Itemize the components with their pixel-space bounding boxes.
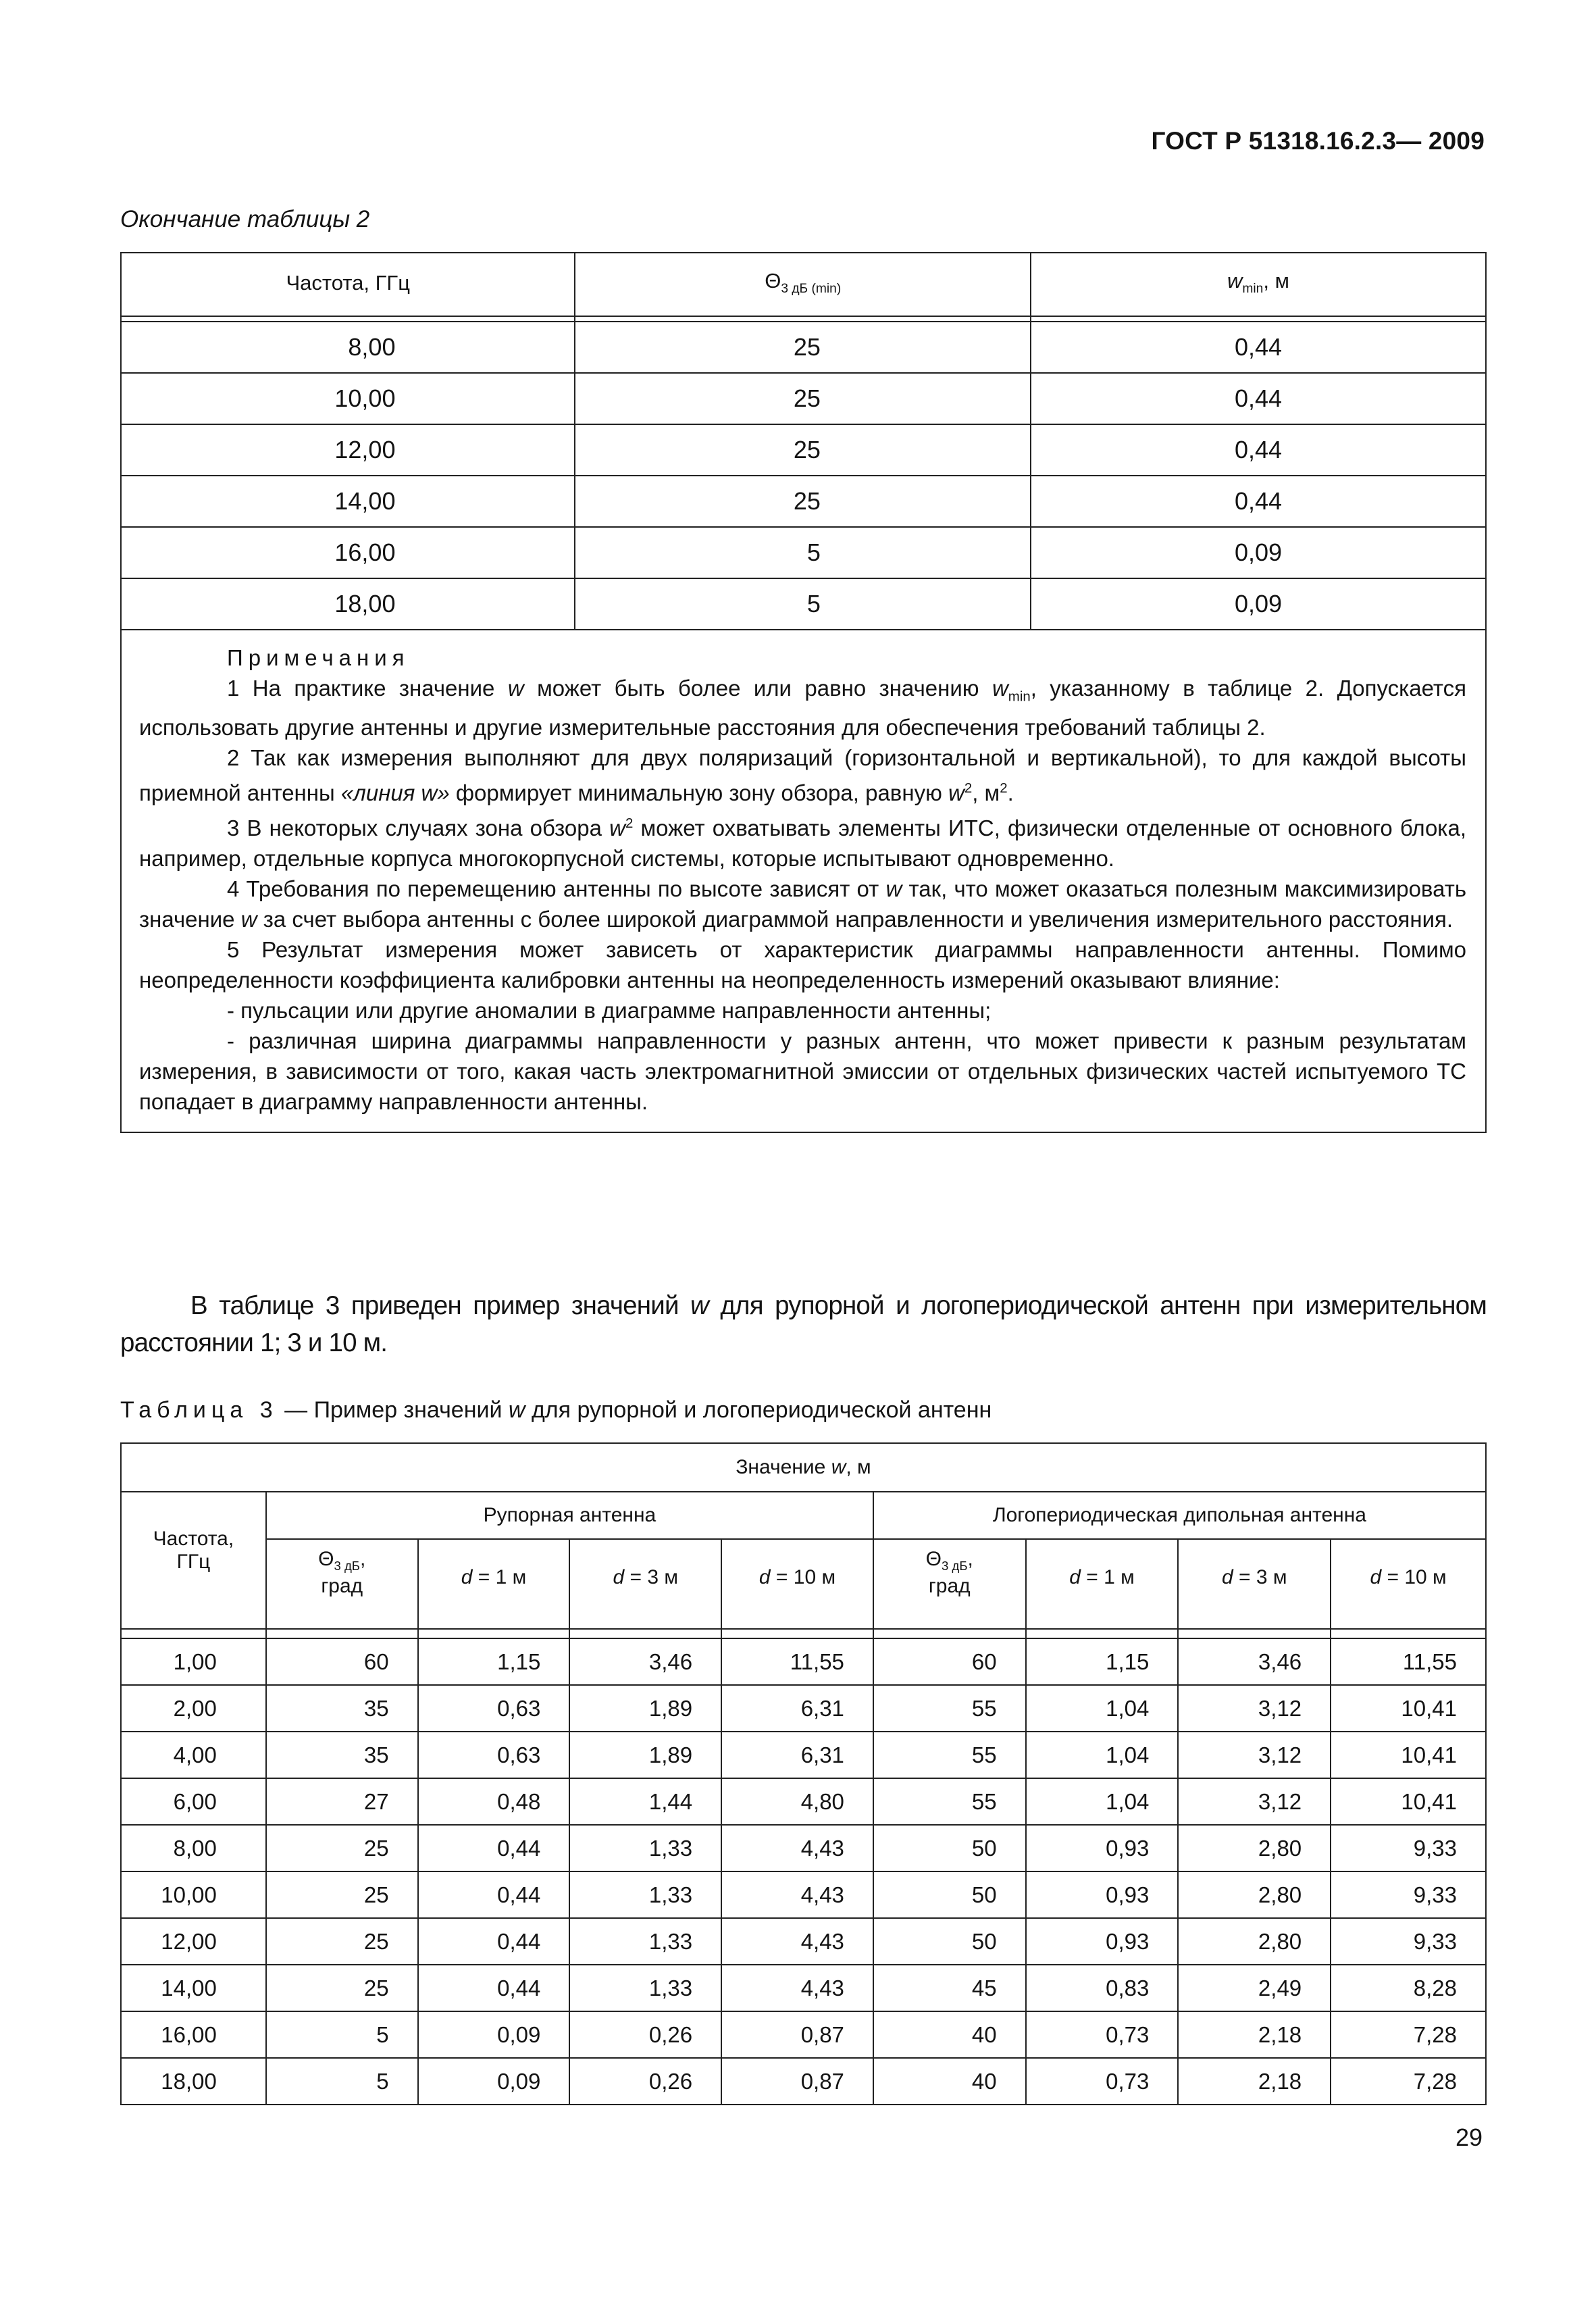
logper-d3-header: d = 3 м (1178, 1539, 1331, 1629)
table-cell: 9,33 (1331, 1871, 1486, 1918)
table-cell: 35 (266, 1685, 418, 1732)
table-cell: 0,09 (418, 2011, 570, 2058)
table-cell: 2,18 (1178, 2011, 1331, 2058)
table-row (121, 1871, 1486, 1918)
table-cell: 2,00 (121, 1685, 266, 1732)
table-cell: 27 (266, 1778, 418, 1825)
table-row (121, 2058, 1486, 2105)
table-cell: 0,87 (721, 2058, 873, 2105)
table-cell: 2,80 (1178, 1825, 1331, 1871)
table-cell: 9,33 (1331, 1825, 1486, 1871)
document-header: ГОСТ Р 51318.16.2.3— 2009 (1151, 127, 1485, 155)
table-cell: 1,89 (569, 1685, 721, 1732)
table-cell: 6,31 (721, 1732, 873, 1778)
table2-notes (121, 630, 1486, 1132)
table-cell: 40 (873, 2058, 1026, 2105)
table-cell: 7,28 (1331, 2011, 1486, 2058)
table-cell: 35 (266, 1732, 418, 1778)
table-cell: 16,00 (121, 527, 575, 578)
freq-header: Частота, ГГц (121, 1492, 266, 1629)
body-paragraph: В таблице 3 приведен пример значений w для рупорной и логопериодической антенн при измерительном расстоянии 1; 3 и 10 м. (120, 1291, 1487, 1357)
table-cell: 2,80 (1178, 1918, 1331, 1965)
table-cell: 3,12 (1178, 1778, 1331, 1825)
table-cell: 25 (266, 1918, 418, 1965)
horn-d1-header: d = 1 м (418, 1539, 570, 1629)
table-cell: 1,04 (1026, 1685, 1179, 1732)
table-cell: 0,73 (1026, 2011, 1179, 2058)
horn-d10-header: d = 10 м (721, 1539, 873, 1629)
note-5: 5 Результат измерения может зависеть от характеристик диаграммы направленности антенны. Помимо неопределенности коэффициента калибровки антенны на неопределенность измерений оказывают влияние: (139, 936, 1466, 992)
table-cell: 14,00 (121, 476, 575, 527)
table-row (121, 1918, 1486, 1965)
table-row (121, 527, 1486, 578)
table-cell: 10,00 (121, 373, 575, 424)
table-cell: 0,26 (569, 2058, 721, 2105)
table-cell: 1,04 (1026, 1732, 1179, 1778)
table-cell: 0,09 (418, 2058, 570, 2105)
table-cell: 2,80 (1178, 1871, 1331, 1918)
table-cell: 25 (575, 322, 1030, 373)
col-header-theta: $\Theta_{3 дБ (min)}$ (575, 253, 1030, 316)
table-cell: 60 (873, 1638, 1026, 1685)
table-cell: 0,09 (1031, 527, 1486, 578)
header-separator (121, 316, 1486, 322)
logper-d1-header: d = 1 м (1026, 1539, 1179, 1629)
table-cell: 55 (873, 1732, 1026, 1778)
table-cell: 1,33 (569, 1918, 721, 1965)
table-cell: 25 (266, 1965, 418, 2011)
horn-antenna-header: Рупорная антенна (266, 1492, 873, 1539)
table-cell: 50 (873, 1871, 1026, 1918)
table-cell: 4,43 (721, 1918, 873, 1965)
col-header-frequency: Частота, ГГц (121, 253, 575, 316)
table-cell: 5 (266, 2011, 418, 2058)
table-cell: 0,48 (418, 1778, 570, 1825)
table-cell: 6,31 (721, 1685, 873, 1732)
table2-caption: Окончание таблицы 2 (120, 206, 370, 232)
table-cell: 12,00 (121, 1918, 266, 1965)
table-row (121, 1778, 1486, 1825)
table-cell: 55 (873, 1778, 1026, 1825)
table-cell: 1,89 (569, 1732, 721, 1778)
table-cell: 10,00 (121, 1871, 266, 1918)
logper-theta-header: $\Theta_{3 дБ}$, град (873, 1539, 1026, 1629)
table-cell: 3,12 (1178, 1685, 1331, 1732)
table-cell: 25 (575, 476, 1030, 527)
table3-caption: Таблица 3 — Пример значений w для рупорной и логопериодической антенн (120, 1397, 992, 1423)
table-cell: 45 (873, 1965, 1026, 2011)
header-separator (121, 1629, 1486, 1638)
table-row (121, 1825, 1486, 1871)
logper-antenna-header: Логопериодическая дипольная антенна (873, 1492, 1486, 1539)
table-cell: 7,28 (1331, 2058, 1486, 2105)
table-cell: 25 (266, 1871, 418, 1918)
table-cell: 0,63 (418, 1685, 570, 1732)
table-cell: 2,18 (1178, 2058, 1331, 2105)
table-3 (120, 1442, 1487, 2105)
page-number: 29 (1455, 2123, 1483, 2151)
table-cell: 11,55 (1331, 1638, 1486, 1685)
table-cell: 0,09 (1031, 578, 1486, 630)
table-cell: 10,41 (1331, 1685, 1486, 1732)
table-row (121, 322, 1486, 373)
table-cell: 0,87 (721, 2011, 873, 2058)
table-cell: 8,00 (121, 322, 575, 373)
table-cell: 0,44 (418, 1918, 570, 1965)
note-5-item-2: - различная ширина диаграммы направленности у разных антенн, что может привести к разным результатам измерения, в зависимости от того, какая часть электромагнитной эмиссии от отдельных физических частей испытуемого ТС попадает в диаграмму направленности антенны. (139, 1028, 1466, 1114)
table-cell: 55 (873, 1685, 1026, 1732)
note-2: 2 Так как измерения выполняют для двух поляризаций (горизонтальной и вертикальной), то для каждой высоты приемной антенны «линия w» формирует минимальную зону обзора, равную $w^2$, $м^2$. (139, 745, 1466, 805)
table-row (121, 1638, 1486, 1685)
table-cell: 1,44 (569, 1778, 721, 1825)
table-cell: 0,93 (1026, 1871, 1179, 1918)
table-cell: 5 (266, 2058, 418, 2105)
table-cell: 3,46 (569, 1638, 721, 1685)
value-header: Значение w, м (121, 1443, 1486, 1492)
table-cell: 10,41 (1331, 1778, 1486, 1825)
table-cell: 4,00 (121, 1732, 266, 1778)
table-cell: 3,46 (1178, 1638, 1331, 1685)
table-cell: 1,15 (1026, 1638, 1179, 1685)
table-cell: 16,00 (121, 2011, 266, 2058)
horn-theta-header: $\Theta_{3 дБ}$, град (266, 1539, 418, 1629)
table-cell: 11,55 (721, 1638, 873, 1685)
table-cell: 0,93 (1026, 1825, 1179, 1871)
table-row (121, 1685, 1486, 1732)
table-cell: 50 (873, 1825, 1026, 1871)
table-cell: 1,04 (1026, 1778, 1179, 1825)
table-cell: 8,00 (121, 1825, 266, 1871)
table-2 (120, 252, 1487, 1133)
horn-d3-header: d = 3 м (569, 1539, 721, 1629)
table-row (121, 476, 1486, 527)
table-cell: 0,44 (418, 1825, 570, 1871)
table-cell: 6,00 (121, 1778, 266, 1825)
table-cell: 10,41 (1331, 1732, 1486, 1778)
table-cell: 9,33 (1331, 1918, 1486, 1965)
table-cell: 25 (575, 373, 1030, 424)
table-cell: 0,44 (418, 1965, 570, 2011)
table-row (121, 578, 1486, 630)
col-header-wmin: $w_{min}$, м (1031, 253, 1486, 316)
table-cell: 12,00 (121, 424, 575, 476)
table-cell: 1,33 (569, 1825, 721, 1871)
table-cell: 0,44 (418, 1871, 570, 1918)
table-cell: 0,63 (418, 1732, 570, 1778)
table-cell: 14,00 (121, 1965, 266, 2011)
table-cell: 8,28 (1331, 1965, 1486, 2011)
table-cell: 18,00 (121, 2058, 266, 2105)
table-cell: 25 (266, 1825, 418, 1871)
table-cell: 1,00 (121, 1638, 266, 1685)
table-cell: 0,26 (569, 2011, 721, 2058)
table-cell: 4,43 (721, 1965, 873, 2011)
table-cell: 5 (575, 578, 1030, 630)
table-cell: 1,33 (569, 1871, 721, 1918)
table-row (121, 424, 1486, 476)
table-cell: 40 (873, 2011, 1026, 2058)
table-cell: 50 (873, 1918, 1026, 1965)
table-cell: 2,49 (1178, 1965, 1331, 2011)
note-4: 4 Требования по перемещению антенны по высоте зависят от w так, что может оказаться полезным максимизировать значение w за счет выбора антенны с более широкой диаграммой направленности и увеличения измерительного расстояния. (139, 876, 1467, 932)
table-row (121, 1732, 1486, 1778)
notes-title: Примечания (227, 645, 410, 670)
table-cell: 0,93 (1026, 1918, 1179, 1965)
table-cell: 18,00 (121, 578, 575, 630)
table-cell: 0,44 (1031, 373, 1486, 424)
table-cell: 0,73 (1026, 2058, 1179, 2105)
table-row (121, 373, 1486, 424)
table-row (121, 2011, 1486, 2058)
table-cell: 1,33 (569, 1965, 721, 2011)
table-cell: 3,12 (1178, 1732, 1331, 1778)
table-cell: 0,44 (1031, 322, 1486, 373)
table-cell: 0,44 (1031, 476, 1486, 527)
table-cell: 4,43 (721, 1825, 873, 1871)
note-1: 1 На практике значение w может быть более или равно значению $w_{min}$, указанному в таблице 2. Допускается использовать другие антенны и другие измерительные расстояния для обеспечения требований таблицы 2. (139, 676, 1467, 740)
note-5-item-1: - пульсации или другие аномалии в диаграмме направленности антенны; (227, 997, 992, 1023)
table-cell: 1,15 (418, 1638, 570, 1685)
table-cell: 0,44 (1031, 424, 1486, 476)
table-cell: 4,43 (721, 1871, 873, 1918)
logper-d10-header: d = 10 м (1331, 1539, 1486, 1629)
table-cell: 25 (575, 424, 1030, 476)
note-3: 3 В некоторых случаях зона обзора $w^2$ может охватывать элементы ИТС, физически отделенные от основного блока, например, отдельные корпуса многокорпусной системы, которые испытывают одновременно. (139, 815, 1466, 871)
table-cell: 4,80 (721, 1778, 873, 1825)
table-row (121, 1965, 1486, 2011)
table-cell: 0,83 (1026, 1965, 1179, 2011)
table-cell: 5 (575, 527, 1030, 578)
table-cell: 60 (266, 1638, 418, 1685)
